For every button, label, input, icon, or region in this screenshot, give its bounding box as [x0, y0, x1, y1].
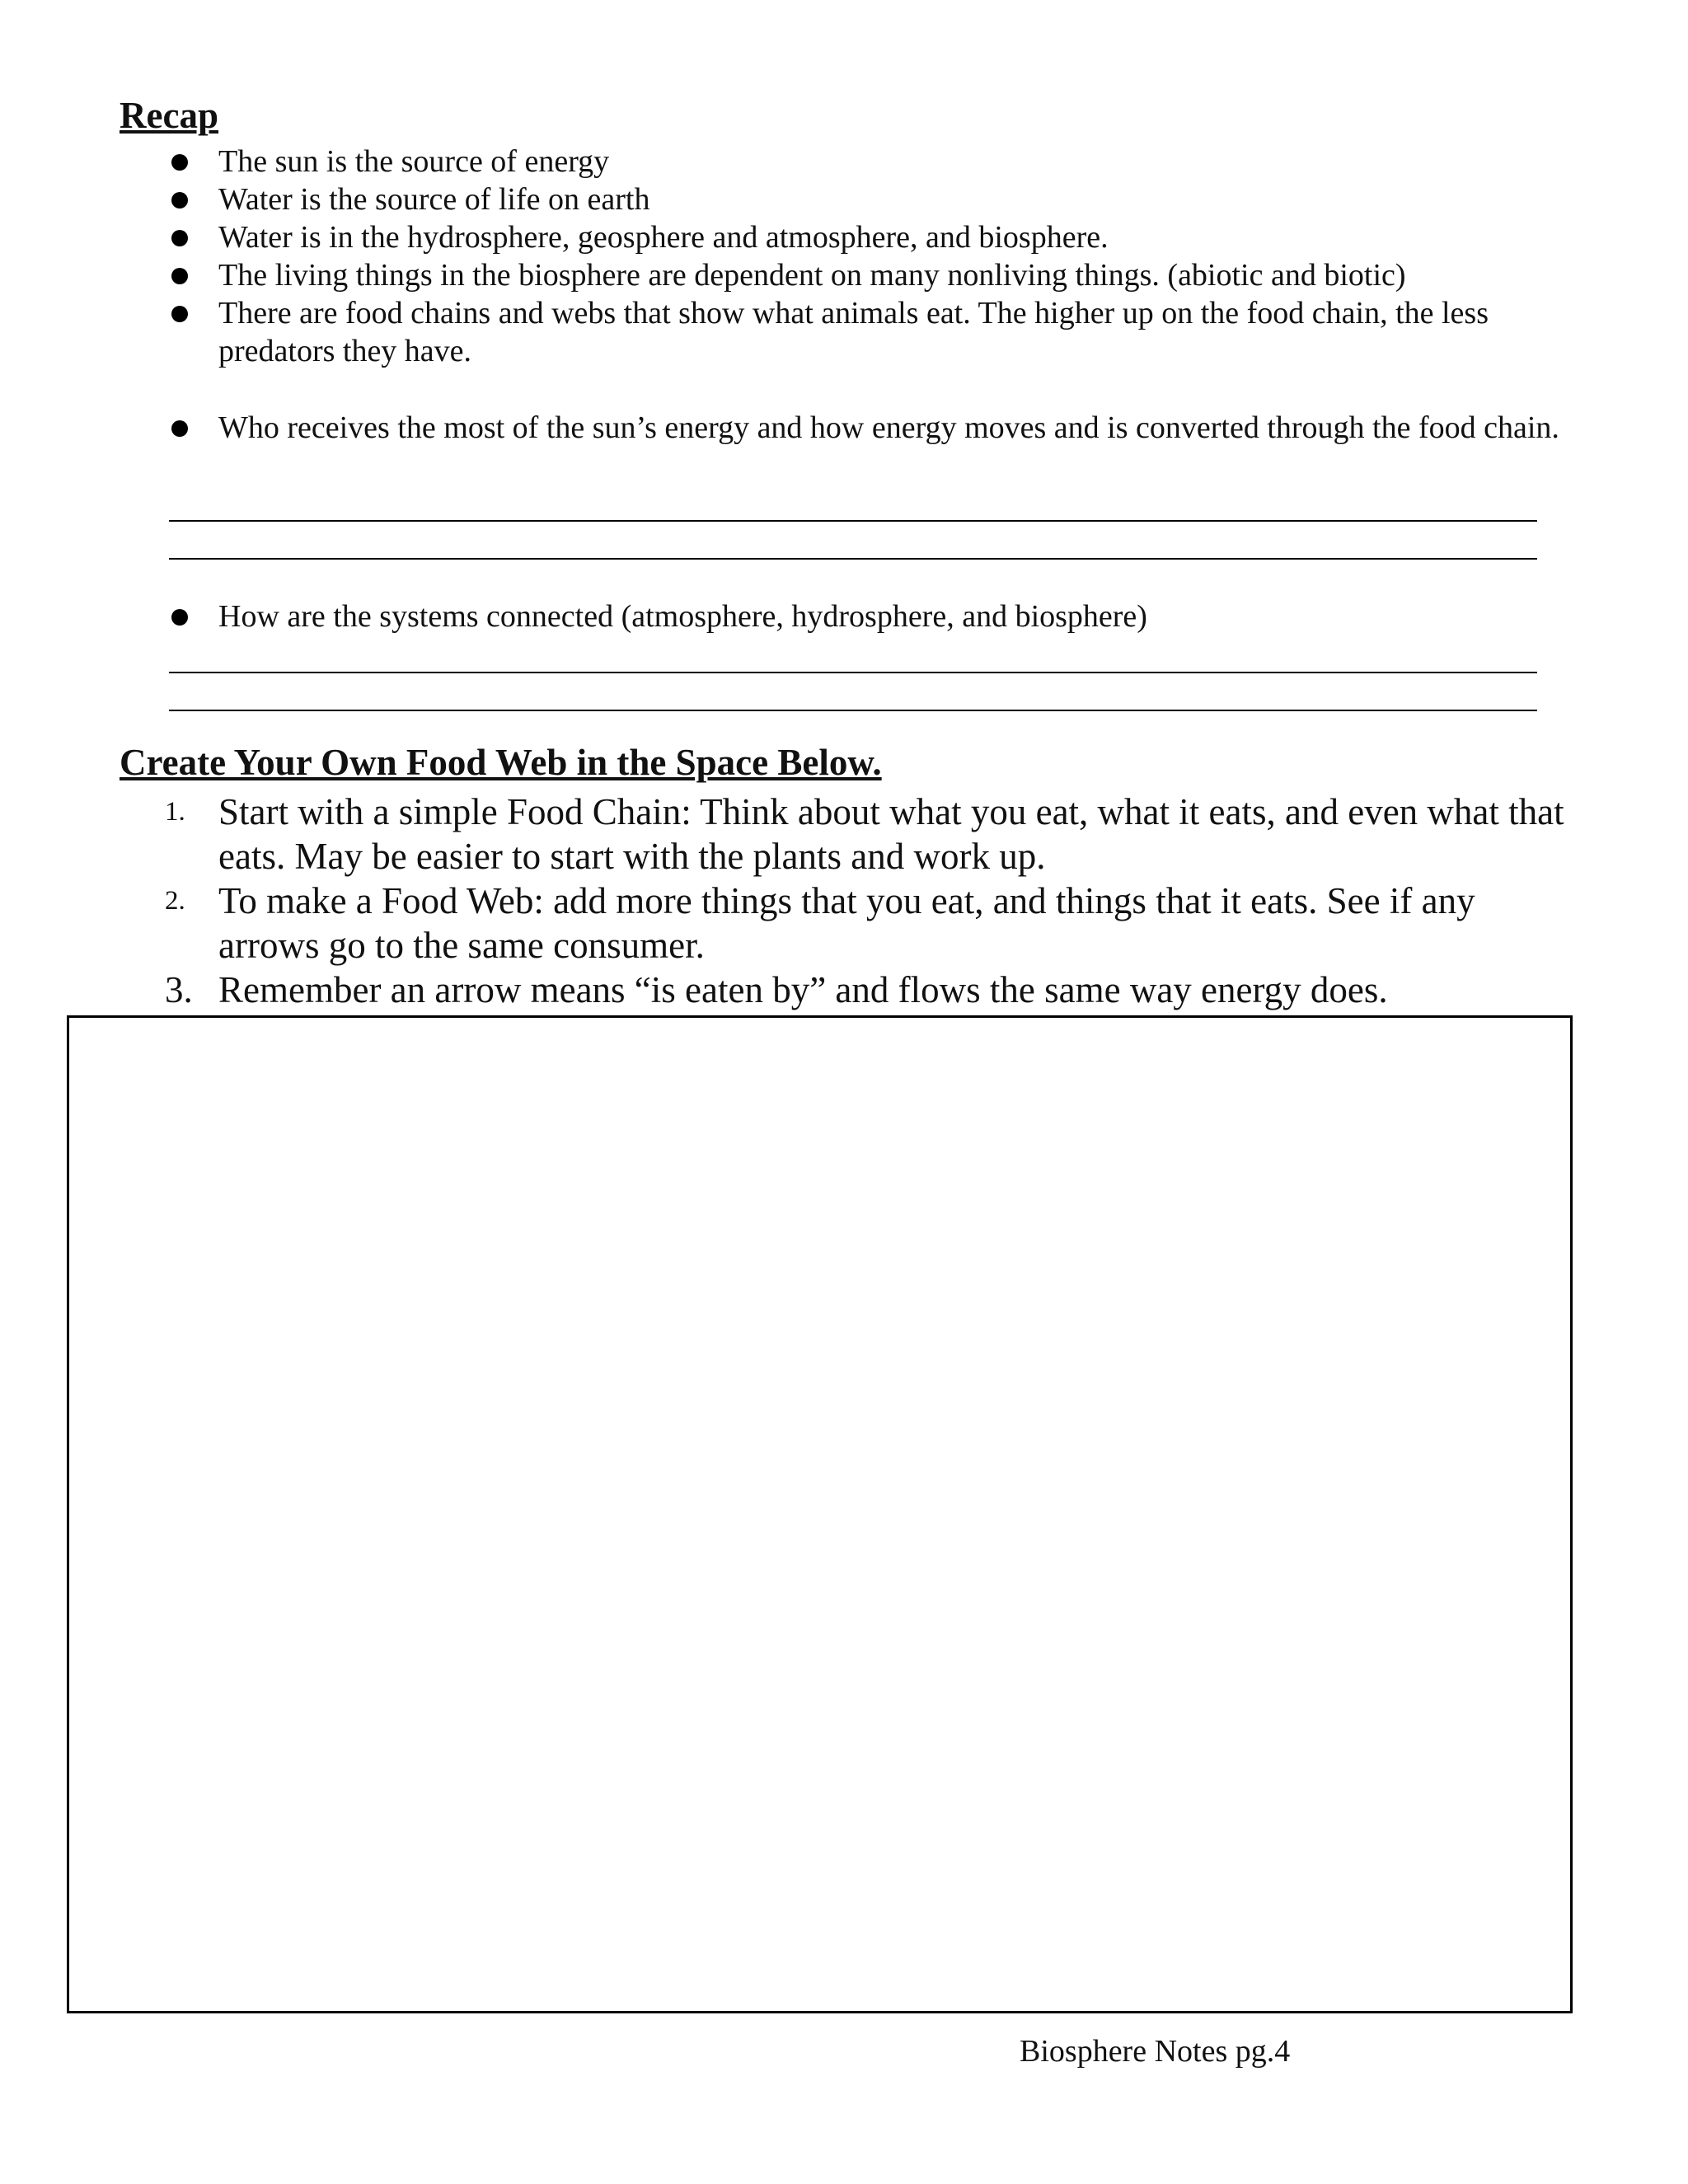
recap-bullet-text: The sun is the source of energy — [218, 144, 610, 179]
step-text: Start with a simple Food Chain: Think about what you eat, what it eats, and even what that eats. May be easier to start with the plants and work up. — [218, 791, 1564, 877]
step-text: Remember an arrow means “is eaten by” and flows the same way energy does. — [218, 969, 1388, 1010]
recap-heading: Recap — [120, 95, 218, 136]
food-web-drawing-area[interactable] — [67, 1015, 1573, 2013]
page-footer: Biosphere Notes pg.4 — [1020, 2034, 1291, 2069]
bullet-icon — [171, 230, 188, 246]
step-item — [165, 968, 1566, 1012]
bullet-icon — [171, 420, 188, 437]
step-text: To make a Food Web: add more things that you eat, and things that it eats. See if any arrows go to the same consumer. — [218, 880, 1475, 966]
step-number: 2. — [165, 886, 185, 916]
step-number: 1. — [165, 797, 185, 827]
food-web-heading: Create Your Own Food Web in the Space Below. — [120, 742, 882, 783]
answer-line[interactable] — [169, 672, 1537, 673]
step-item — [165, 879, 1566, 968]
recap-bullet-text: Water is the source of life on earth — [218, 182, 650, 217]
recap-bullet — [165, 180, 1582, 218]
recap-bullet-list — [165, 143, 1582, 370]
step-number: 3. — [165, 969, 193, 1010]
recap-bullet — [165, 218, 1582, 256]
bullet-icon — [171, 154, 188, 171]
food-web-steps — [165, 790, 1566, 1012]
recap-bullet-text: Water is in the hydrosphere, geosphere and atmosphere, and biosphere. — [218, 220, 1109, 255]
bullet-icon — [171, 609, 188, 626]
question-text: How are the systems connected (atmosphere, hydrosphere, and biosphere) — [218, 599, 1147, 634]
question-energy — [165, 409, 1582, 447]
recap-bullet — [165, 143, 1582, 180]
answer-line[interactable] — [169, 520, 1537, 522]
question-text: Who receives the most of the sun’s energy and how energy moves and is converted through the food chain. — [218, 410, 1559, 445]
recap-bullet-text: The living things in the biosphere are dependent on many nonliving things. (abiotic and biotic) — [218, 258, 1406, 293]
bullet-icon — [171, 306, 188, 322]
answer-line[interactable] — [169, 710, 1537, 711]
bullet-icon — [171, 268, 188, 284]
recap-bullet-text: There are food chains and webs that show what animals eat. The higher up on the food chain, the less predators they have. — [218, 296, 1489, 368]
bullet-icon — [171, 192, 188, 209]
recap-bullet — [165, 256, 1582, 294]
answer-line[interactable] — [169, 558, 1537, 560]
recap-bullet — [165, 294, 1582, 370]
question-systems — [165, 598, 1582, 635]
step-item — [165, 790, 1566, 879]
